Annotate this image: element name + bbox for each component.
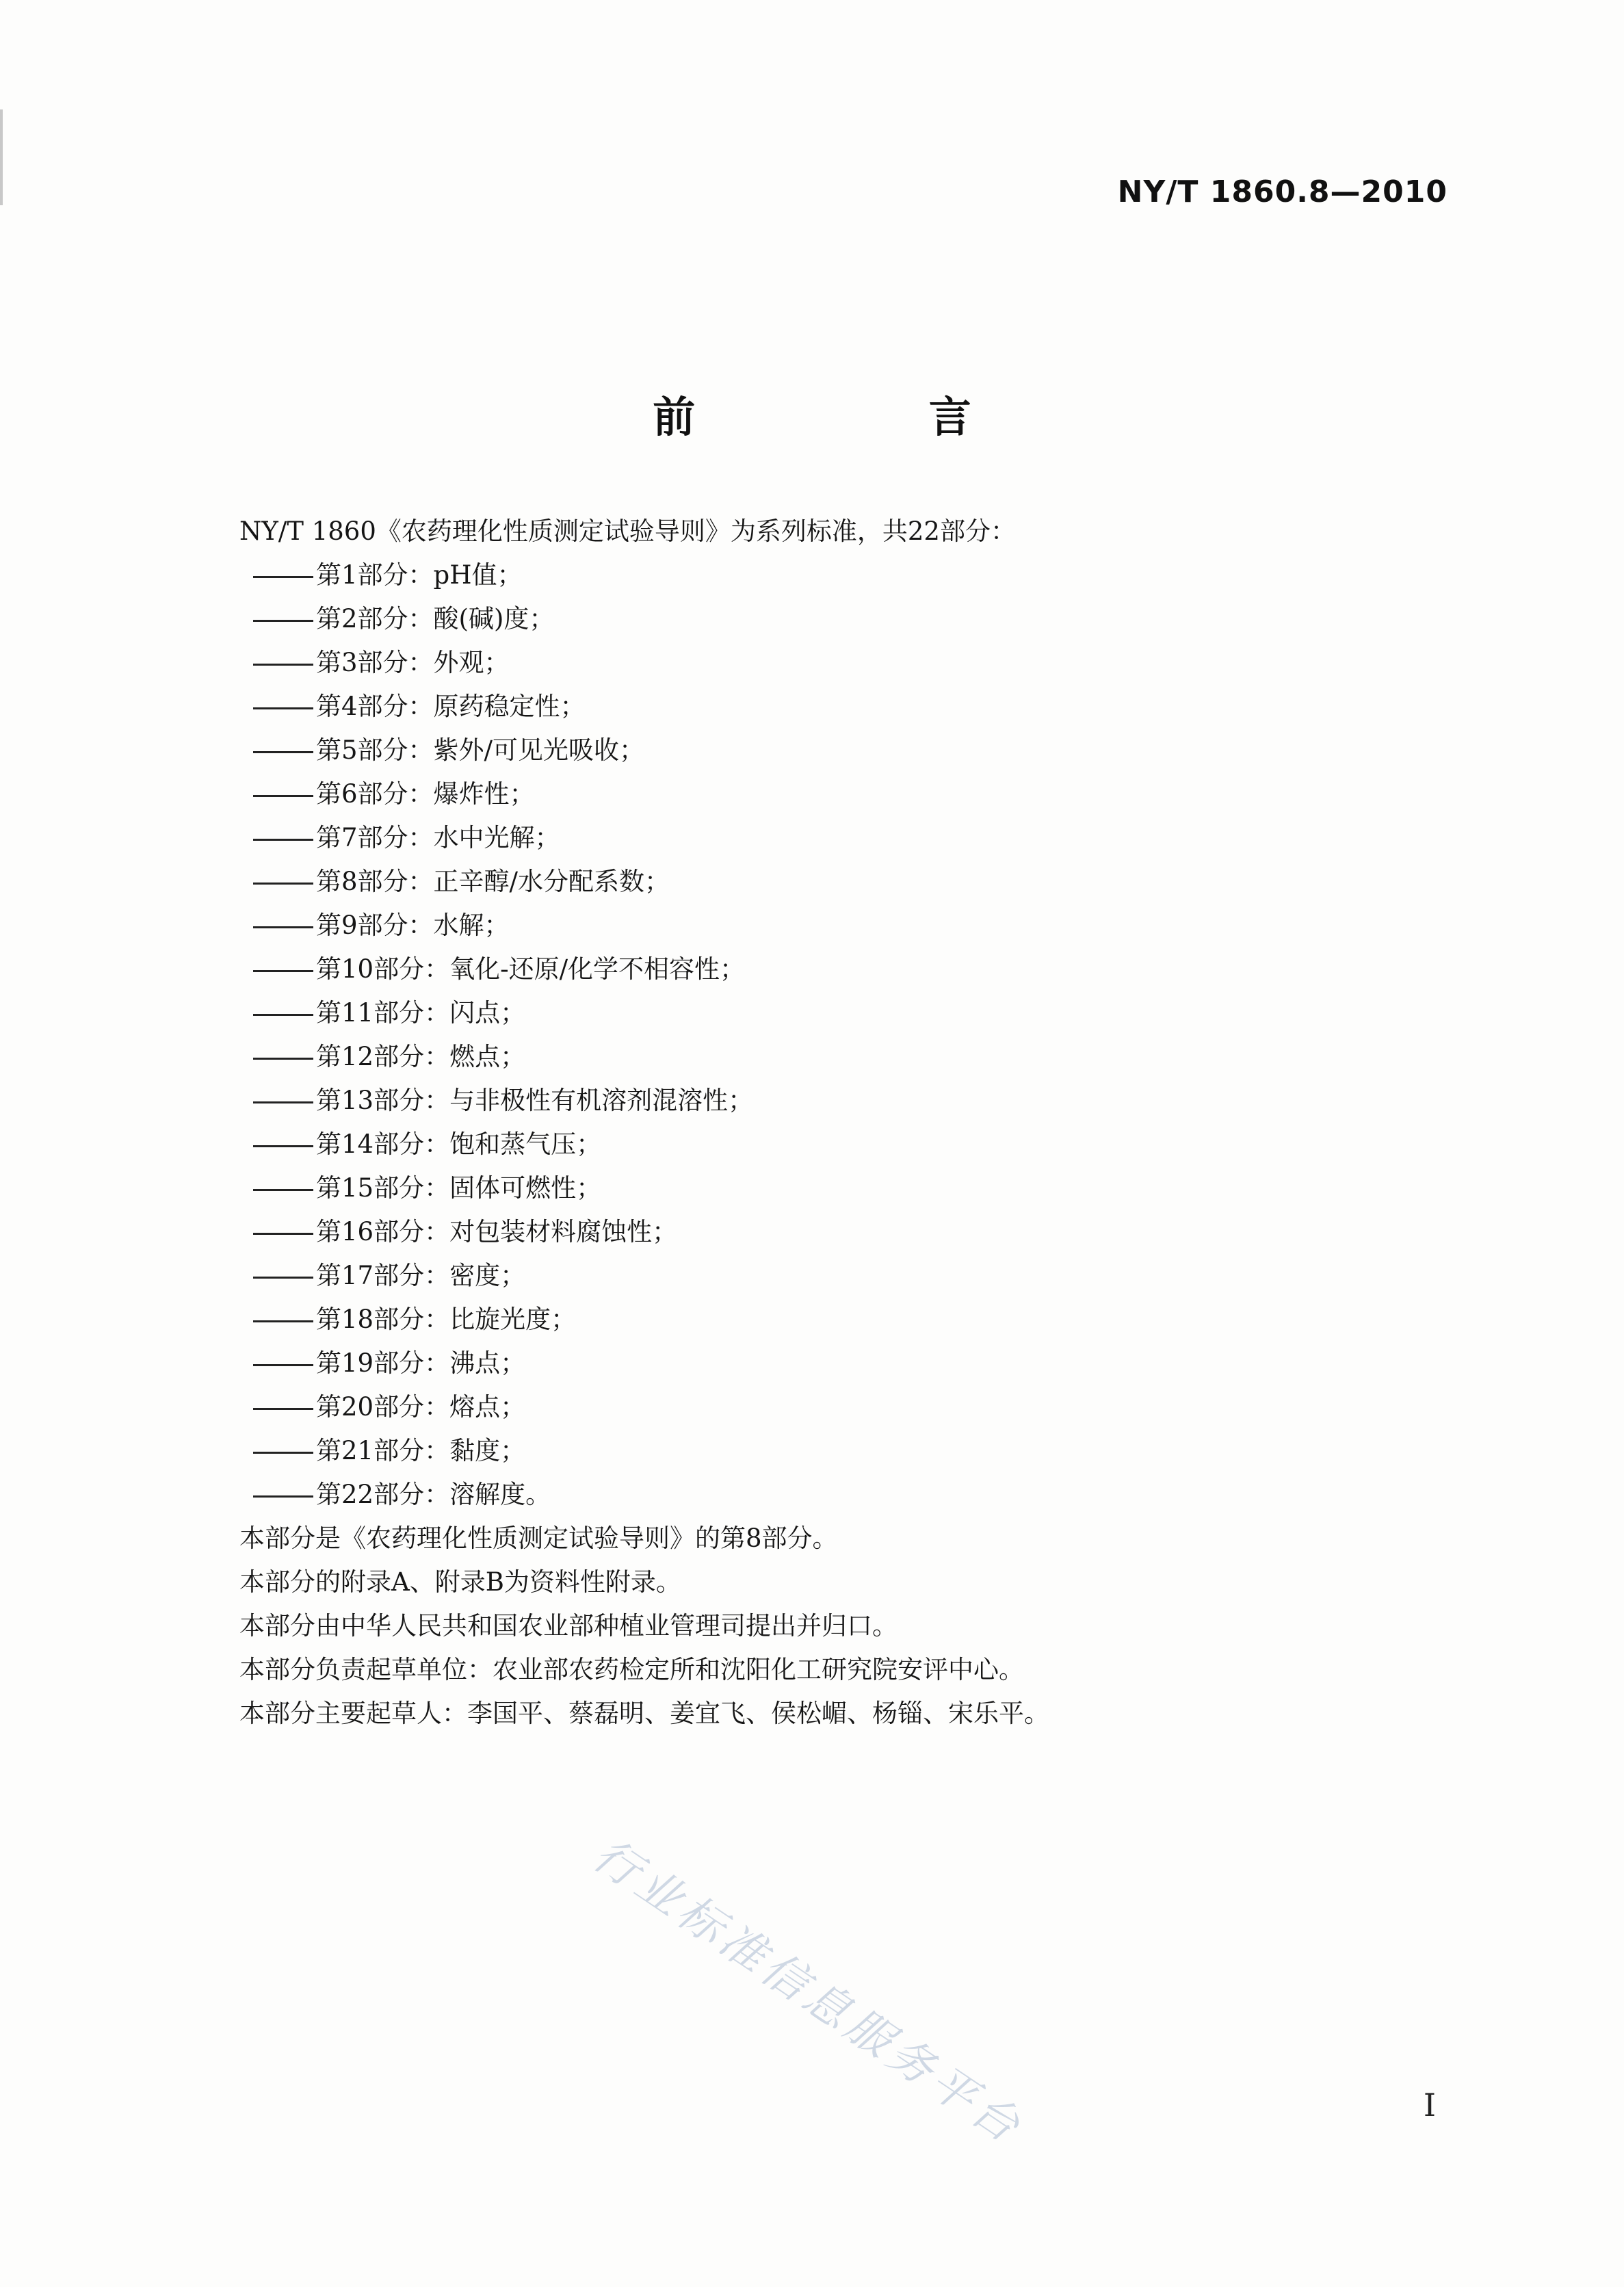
part-item (239, 1298, 1457, 1342)
part-item (239, 1254, 1457, 1298)
part-text: 第21部分：黏度； (316, 1436, 526, 1465)
em-dash-mark (253, 620, 313, 622)
part-text: 第4部分：原药稳定性； (316, 692, 586, 721)
part-item (239, 641, 1457, 685)
part-item (239, 904, 1457, 948)
em-dash-mark (253, 751, 313, 753)
em-dash-mark (253, 1233, 313, 1235)
part-text: 第8部分：正辛醇/水分配系数； (316, 867, 670, 896)
em-dash-mark (253, 1277, 313, 1279)
part-text: 第1部分：pH值； (316, 560, 523, 590)
part-item (239, 597, 1457, 641)
part-item (239, 729, 1457, 772)
scan-edge-mark (0, 109, 3, 205)
page-title: 前 言 (653, 392, 1081, 442)
em-dash-mark (253, 883, 313, 885)
part-text: 第20部分：熔点； (316, 1392, 526, 1422)
document-code: NY/T 1860.8—2010 (1117, 174, 1448, 209)
statement-line: 本部分由中华人民共和国农业部种植业管理司提出并归口。 (239, 1611, 898, 1641)
intro-line: NY/T 1860《农药理化性质测定试验导则》为系列标准，共22部分： (239, 517, 1016, 546)
statement-line: 本部分的附录A、附录B为资料性附录。 (239, 1567, 681, 1597)
em-dash-mark (253, 795, 313, 797)
part-item (239, 860, 1457, 904)
em-dash-mark (253, 1495, 313, 1498)
em-dash-mark (253, 1452, 313, 1454)
page-number: I (1423, 2087, 1436, 2123)
part-text: 第14部分：饱和蒸气压； (316, 1129, 602, 1159)
em-dash-mark (253, 1320, 313, 1322)
em-dash-mark (253, 1408, 313, 1410)
part-text: 第2部分：酸(碱)度； (316, 604, 555, 633)
part-item (239, 991, 1457, 1035)
watermark: 行业标准信息服务平台 (584, 1828, 1034, 2156)
em-dash-mark (253, 926, 313, 928)
em-dash-mark (253, 576, 313, 578)
part-text: 第6部分：爆炸性； (316, 779, 535, 809)
part-text: 第11部分：闪点； (316, 998, 526, 1028)
part-text: 第22部分：溶解度。 (316, 1480, 551, 1509)
part-text: 第17部分：密度； (316, 1261, 526, 1290)
part-item (239, 772, 1457, 816)
statement-line: 本部分是《农药理化性质测定试验导则》的第8部分。 (239, 1524, 838, 1553)
em-dash-mark (253, 1014, 313, 1016)
part-item (239, 553, 1457, 597)
part-item (239, 1123, 1457, 1166)
part-text: 第7部分：水中光解； (316, 823, 560, 852)
part-text: 第16部分：对包装材料腐蚀性； (316, 1217, 678, 1246)
part-item (239, 1473, 1457, 1517)
part-text: 第12部分：燃点； (316, 1042, 526, 1071)
part-item (239, 816, 1457, 860)
statement-line: 本部分主要起草人：李国平、蔡磊明、姜宜飞、侯松嵋、杨锱、宋乐平。 (239, 1699, 1049, 1728)
em-dash-mark (253, 970, 313, 972)
part-item (239, 1210, 1457, 1254)
part-item (239, 1342, 1457, 1385)
part-text: 第13部分：与非极性有机溶剂混溶性； (316, 1086, 754, 1115)
em-dash-mark (253, 707, 313, 709)
part-text: 第18部分：比旋光度； (316, 1305, 577, 1334)
part-item (239, 685, 1457, 729)
part-text: 第3部分：外观； (316, 648, 510, 677)
part-text: 第5部分：紫外/可见光吸收； (316, 735, 645, 765)
part-item (239, 1429, 1457, 1473)
part-item (239, 1079, 1457, 1123)
part-item (239, 1035, 1457, 1079)
part-item (239, 1166, 1457, 1210)
em-dash-mark (253, 839, 313, 841)
em-dash-mark (253, 1189, 313, 1191)
em-dash-mark (253, 1145, 313, 1147)
em-dash-mark (253, 1364, 313, 1366)
em-dash-mark (253, 1101, 313, 1103)
part-item (239, 948, 1457, 991)
part-text: 第19部分：沸点； (316, 1348, 526, 1378)
part-item (239, 1385, 1457, 1429)
part-text: 第9部分：水解； (316, 911, 510, 940)
part-text: 第10部分：氧化-还原/化学不相容性； (316, 954, 746, 984)
foreword-body (239, 510, 1457, 1736)
em-dash-mark (253, 1058, 313, 1060)
em-dash-mark (253, 664, 313, 666)
part-text: 第15部分：固体可燃性； (316, 1173, 602, 1203)
statement-line: 本部分负责起草单位：农业部农药检定所和沈阳化工研究院安评中心。 (239, 1655, 1024, 1684)
